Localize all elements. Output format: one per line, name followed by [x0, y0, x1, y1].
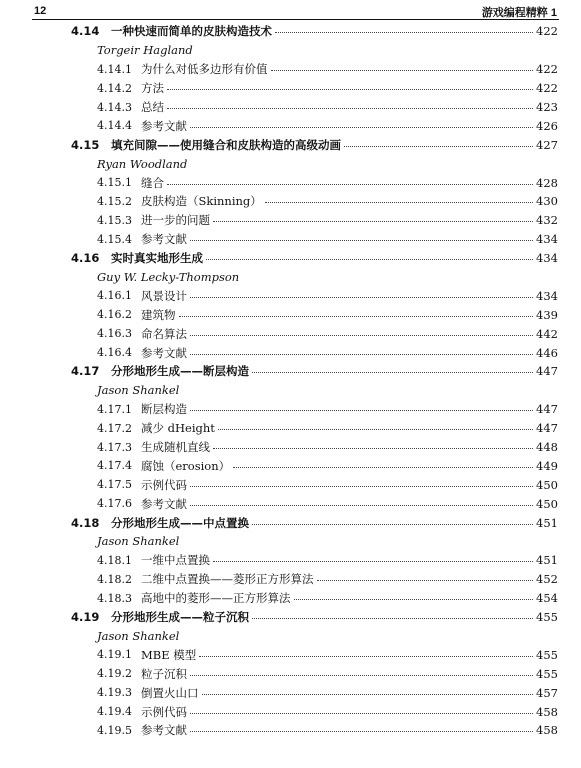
dot-leader	[233, 467, 533, 468]
running-title: 游戏编程精粹 1	[481, 7, 557, 19]
toc-row	[0, 400, 581, 419]
toc-subsection-entry[interactable]	[97, 551, 558, 570]
toc-entry-title: 粒子沉积	[141, 666, 187, 681]
toc-subsection-entry[interactable]	[97, 419, 558, 438]
toc-row	[0, 608, 581, 627]
toc-subsection-entry[interactable]	[97, 173, 558, 192]
toc-page-number: 442	[536, 326, 558, 341]
toc-entry-title: 实时真实地形生成	[111, 251, 203, 266]
dot-leader	[265, 202, 533, 203]
toc-subsection-entry[interactable]	[97, 664, 558, 683]
toc-page-number: 458	[536, 723, 558, 738]
toc-entry-title: 分形地形生成——中点置换	[111, 515, 249, 530]
toc-entry-number: 4.19	[71, 610, 100, 625]
toc-page-number: 422	[536, 62, 558, 77]
toc-page-number: 455	[536, 647, 558, 662]
toc-page-number: 439	[536, 307, 558, 322]
dot-leader	[190, 486, 533, 487]
toc-page-number: 455	[536, 666, 558, 681]
toc-subsection-entry[interactable]	[97, 305, 558, 324]
toc-entry-title: 参考文献	[141, 345, 187, 360]
toc-page-number: 458	[536, 704, 558, 719]
toc-entry-number: 4.19.3	[97, 686, 132, 700]
toc-subsection-entry[interactable]	[97, 494, 558, 513]
toc-entry-number: 4.16	[71, 251, 100, 266]
dot-leader	[294, 599, 534, 600]
toc-row	[0, 211, 581, 230]
toc-row	[0, 627, 581, 646]
toc-row	[0, 551, 581, 570]
toc-entry-number: 4.14.3	[97, 100, 132, 114]
toc-section-entry[interactable]	[71, 513, 558, 532]
dot-leader	[252, 524, 533, 525]
toc-page-number: 430	[536, 194, 558, 209]
dot-leader	[190, 713, 533, 714]
toc-row	[0, 570, 581, 589]
toc-section-entry[interactable]	[71, 362, 558, 381]
toc-entry-number: 4.18.1	[97, 553, 132, 567]
toc-subsection-entry[interactable]	[97, 60, 558, 79]
toc-entry-title: 断层构造	[141, 402, 187, 417]
toc-page-number: 450	[536, 477, 558, 492]
dot-leader	[275, 32, 533, 33]
dot-leader	[167, 184, 533, 185]
toc-entry-title: 一种快速而简单的皮肤构造技术	[111, 24, 272, 39]
dot-leader	[317, 580, 534, 581]
toc-entry-number: 4.16.1	[97, 289, 132, 303]
toc-entry-title: 减少 dHeight	[141, 421, 215, 436]
toc-subsection-entry[interactable]	[97, 230, 558, 249]
dot-leader	[213, 221, 533, 222]
toc-row	[0, 645, 581, 664]
dot-leader	[190, 335, 533, 336]
toc-page-number: 447	[536, 421, 558, 436]
toc-subsection-entry[interactable]	[97, 400, 558, 419]
toc-entry-number: 4.18.2	[97, 572, 132, 586]
toc-page-number: 455	[536, 610, 558, 625]
toc-entry-title: 填充间隙——使用缝合和皮肤构造的高级动画	[111, 137, 341, 152]
toc-entry-number: 4.15.2	[97, 194, 132, 208]
toc-row	[0, 135, 581, 154]
toc-entry-number: 4.14.4	[97, 119, 132, 133]
toc-entry-number: 4.17.6	[97, 497, 132, 511]
toc-entry-title: 腐蚀（erosion）	[141, 458, 231, 473]
toc-page-number: 451	[536, 553, 558, 568]
toc-entry-number: 4.15.4	[97, 232, 132, 246]
toc-entry-number: 4.16.3	[97, 327, 132, 341]
toc-entry-number: 4.18.3	[97, 591, 132, 605]
toc-row	[0, 721, 581, 740]
toc-page-number: 447	[536, 364, 558, 379]
toc-row	[0, 532, 581, 551]
table-of-contents	[0, 22, 581, 740]
toc-entry-title: MBE 模型	[141, 647, 197, 662]
toc-entry-title: 示例代码	[141, 704, 187, 719]
toc-row	[0, 249, 581, 268]
toc-page-number: 449	[536, 458, 558, 473]
toc-row	[0, 41, 581, 60]
dot-leader	[190, 675, 533, 676]
toc-page-number: 446	[536, 345, 558, 360]
toc-entry-number: 4.15	[71, 137, 100, 152]
toc-subsection-entry[interactable]	[97, 438, 558, 457]
toc-entry-number: 4.14.2	[97, 81, 132, 95]
dot-leader	[167, 108, 533, 109]
toc-entry-number: 4.18	[71, 515, 100, 530]
toc-subsection-entry[interactable]	[97, 286, 558, 305]
toc-entry-title: 分形地形生成——粒子沉积	[111, 610, 249, 625]
toc-entry-title: 建筑物	[141, 307, 176, 322]
toc-author: Ryan Woodland	[97, 156, 188, 171]
toc-page-number: 454	[536, 591, 558, 606]
dot-leader	[271, 70, 534, 71]
dot-leader	[190, 127, 533, 128]
dot-leader	[190, 297, 533, 298]
toc-entry-number: 4.17.5	[97, 478, 132, 492]
toc-row	[0, 230, 581, 249]
toc-page-number: 432	[536, 213, 558, 228]
toc-subsection-entry[interactable]	[97, 79, 558, 98]
dot-leader	[202, 694, 534, 695]
toc-row	[0, 589, 581, 608]
toc-entry-title: 二维中点置换——菱形正方形算法	[141, 572, 314, 587]
toc-page-number: 422	[536, 81, 558, 96]
toc-row	[0, 116, 581, 135]
toc-page-number: 434	[536, 251, 558, 266]
toc-row	[0, 324, 581, 343]
dot-leader	[344, 146, 533, 147]
toc-entry-title: 参考文献	[141, 723, 187, 738]
toc-author: Jason Shankel	[97, 383, 180, 398]
toc-subsection-entry[interactable]	[97, 116, 558, 135]
toc-entry-number: 4.14	[71, 24, 100, 39]
toc-subsection-entry[interactable]	[97, 645, 558, 664]
toc-entry-number: 4.19.1	[97, 648, 132, 662]
toc-subsection-entry[interactable]	[97, 702, 558, 721]
toc-entry-title: 一维中点置换	[141, 553, 210, 568]
dot-leader	[218, 429, 533, 430]
toc-row	[0, 702, 581, 721]
toc-section-entry[interactable]	[71, 249, 558, 268]
toc-page-number: 434	[536, 232, 558, 247]
toc-page-number: 452	[536, 572, 558, 587]
toc-row	[0, 362, 581, 381]
toc-row	[0, 513, 581, 532]
dot-leader	[252, 618, 533, 619]
toc-entry-title: 总结	[141, 100, 164, 114]
toc-row	[0, 494, 581, 513]
toc-entry-title: 风景设计	[141, 288, 187, 303]
page-header	[0, 0, 581, 20]
toc-entry-title: 缝合	[141, 175, 164, 190]
dot-leader	[213, 448, 533, 449]
toc-row	[0, 343, 581, 362]
toc-row	[0, 154, 581, 173]
toc-row	[0, 173, 581, 192]
dot-leader	[190, 240, 533, 241]
toc-author: Jason Shankel	[97, 628, 180, 643]
page-number: 12	[34, 5, 47, 17]
toc-page-number: 428	[536, 175, 558, 190]
toc-row	[0, 664, 581, 683]
toc-row	[0, 456, 581, 475]
toc-entry-number: 4.14.1	[97, 62, 132, 76]
toc-author: Jason Shankel	[97, 534, 180, 549]
toc-page-number: 450	[536, 496, 558, 511]
toc-row	[0, 79, 581, 98]
toc-entry-title: 参考文献	[141, 232, 187, 247]
toc-entry-number: 4.19.4	[97, 705, 132, 718]
toc-entry-title: 高地中的菱形——正方形算法	[141, 591, 291, 606]
toc-subsection-entry[interactable]	[97, 98, 558, 117]
dot-leader	[252, 372, 533, 373]
toc-entry-number: 4.19.5	[97, 723, 132, 737]
toc-author: Torgeir Hagland	[97, 43, 193, 58]
toc-page-number: 448	[536, 440, 558, 455]
toc-entry-title: 皮肤构造（Skinning）	[141, 194, 262, 209]
toc-entry-number: 4.19.2	[97, 667, 132, 681]
toc-row	[0, 381, 581, 400]
dot-leader	[190, 410, 533, 411]
dot-leader	[190, 354, 533, 355]
toc-entry-number: 4.17.4	[97, 459, 132, 473]
toc-subsection-entry[interactable]	[97, 192, 558, 211]
toc-page-number: 451	[536, 515, 558, 530]
toc-page-number: 434	[536, 288, 558, 303]
toc-entry-title: 方法	[141, 81, 164, 96]
toc-entry-title: 进一步的问题	[141, 213, 210, 228]
toc-row	[0, 192, 581, 211]
dot-leader	[213, 561, 533, 562]
toc-subsection-entry[interactable]	[97, 211, 558, 230]
dot-leader	[199, 656, 533, 657]
toc-entry-number: 4.17	[71, 364, 100, 379]
toc-row	[0, 683, 581, 702]
toc-section-entry[interactable]	[71, 608, 558, 627]
toc-subsection-entry[interactable]	[97, 324, 558, 343]
toc-subsection-entry[interactable]	[97, 589, 558, 608]
toc-row	[0, 438, 581, 457]
toc-section-entry[interactable]	[71, 22, 558, 41]
toc-entry-title: 生成随机直线	[141, 440, 210, 455]
toc-row	[0, 475, 581, 494]
toc-row	[0, 419, 581, 438]
toc-entry-title: 倒置火山口	[141, 685, 199, 700]
dot-leader	[190, 505, 533, 506]
toc-entry-title: 为什么对低多边形有价值	[141, 62, 268, 77]
toc-author: Guy W. Lecky-Thompson	[97, 270, 240, 285]
toc-row	[0, 268, 581, 287]
toc-subsection-entry[interactable]	[97, 683, 558, 702]
toc-entry-title: 命名算法	[141, 326, 187, 341]
toc-page-number: 447	[536, 402, 558, 417]
toc-entry-number: 4.17.2	[97, 421, 132, 435]
toc-entry-number: 4.16.4	[97, 346, 132, 360]
dot-leader	[167, 89, 533, 90]
toc-subsection-entry[interactable]	[97, 343, 558, 362]
toc-subsection-entry[interactable]	[97, 475, 558, 494]
toc-subsection-entry[interactable]	[97, 721, 558, 740]
toc-page-number: 427	[536, 137, 558, 152]
toc-page-number: 426	[536, 118, 558, 133]
toc-entry-title: 参考文献	[141, 118, 187, 133]
toc-row	[0, 98, 581, 117]
toc-entry-title: 分形地形生成——断层构造	[111, 364, 249, 379]
toc-page-number: 422	[536, 24, 558, 39]
toc-row	[0, 60, 581, 79]
header-rule	[32, 19, 559, 20]
toc-entry-number: 4.17.1	[97, 402, 132, 416]
toc-row	[0, 22, 581, 41]
toc-page-number: 423	[536, 100, 558, 114]
toc-row	[0, 286, 581, 305]
toc-entry-number: 4.16.2	[97, 308, 132, 322]
toc-subsection-entry[interactable]	[97, 456, 558, 475]
toc-row	[0, 305, 581, 324]
dot-leader	[179, 316, 534, 317]
toc-page-number: 457	[536, 685, 558, 700]
toc-entry-title: 示例代码	[141, 477, 187, 492]
toc-entry-number: 4.15.1	[97, 176, 132, 190]
toc-entry-number: 4.15.3	[97, 213, 132, 227]
toc-entry-title: 参考文献	[141, 496, 187, 511]
toc-subsection-entry[interactable]	[97, 570, 558, 589]
dot-leader	[206, 259, 533, 260]
dot-leader	[190, 731, 533, 732]
toc-entry-number: 4.17.3	[97, 440, 132, 454]
toc-section-entry[interactable]	[71, 135, 558, 154]
